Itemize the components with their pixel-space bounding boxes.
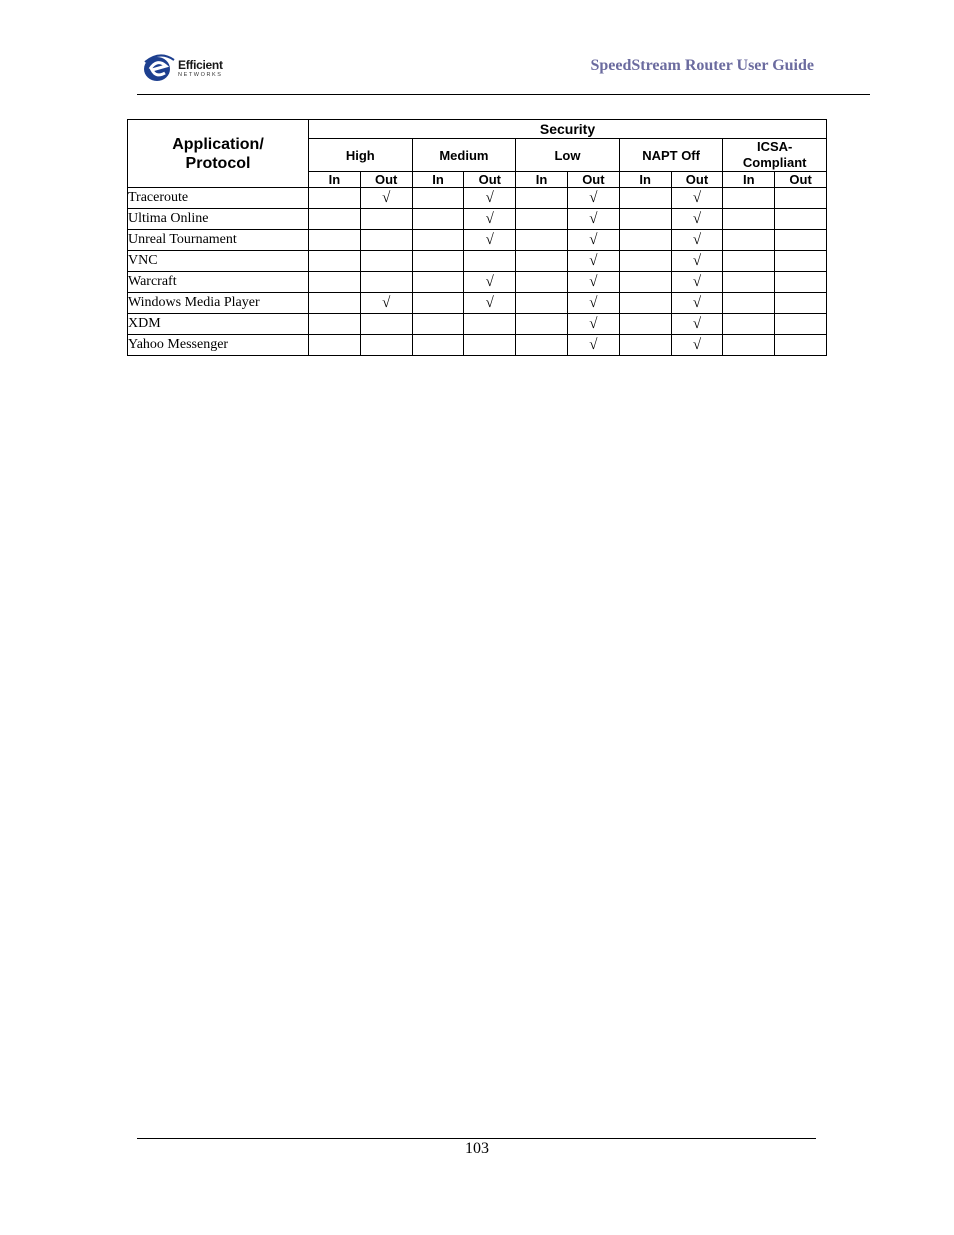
table-row bbox=[128, 272, 827, 293]
empty-cell bbox=[775, 251, 827, 272]
empty-cell bbox=[775, 314, 827, 335]
page-number: 103 bbox=[465, 1140, 489, 1157]
application-name: Warcraft bbox=[128, 272, 309, 293]
check-mark-cell: √ bbox=[671, 230, 723, 251]
empty-cell bbox=[775, 188, 827, 209]
empty-cell bbox=[516, 230, 568, 251]
empty-cell bbox=[360, 251, 412, 272]
check-mark-cell: √ bbox=[671, 188, 723, 209]
check-mark-cell: √ bbox=[464, 230, 516, 251]
empty-cell bbox=[775, 293, 827, 314]
check-mark-cell: √ bbox=[464, 209, 516, 230]
empty-cell bbox=[775, 335, 827, 356]
guide-title: SpeedStream Router User Guide bbox=[590, 57, 814, 74]
empty-cell bbox=[412, 230, 464, 251]
empty-cell bbox=[412, 314, 464, 335]
empty-cell bbox=[619, 188, 671, 209]
level-low-header: Low bbox=[516, 139, 620, 172]
efficient-e-logo-icon bbox=[142, 52, 176, 84]
table-row bbox=[128, 230, 827, 251]
empty-cell bbox=[619, 251, 671, 272]
empty-cell bbox=[775, 230, 827, 251]
security-table-body bbox=[128, 188, 827, 356]
empty-cell bbox=[516, 209, 568, 230]
application-name: XDM bbox=[128, 314, 309, 335]
application-name: VNC bbox=[128, 251, 309, 272]
application-name: Ultima Online bbox=[128, 209, 309, 230]
empty-cell bbox=[360, 230, 412, 251]
check-mark-cell: √ bbox=[464, 293, 516, 314]
table-row bbox=[128, 335, 827, 356]
empty-cell bbox=[360, 335, 412, 356]
empty-cell bbox=[723, 272, 775, 293]
empty-cell bbox=[723, 335, 775, 356]
logo-wordmark: Efficient bbox=[178, 58, 223, 72]
check-mark-cell: √ bbox=[464, 188, 516, 209]
empty-cell bbox=[412, 272, 464, 293]
empty-cell bbox=[309, 251, 361, 272]
application-name: Unreal Tournament bbox=[128, 230, 309, 251]
check-mark-cell: √ bbox=[671, 293, 723, 314]
in-column-header: In bbox=[619, 172, 671, 188]
empty-cell bbox=[412, 251, 464, 272]
empty-cell bbox=[723, 230, 775, 251]
check-mark-cell: √ bbox=[671, 335, 723, 356]
out-column-header: Out bbox=[671, 172, 723, 188]
empty-cell bbox=[619, 209, 671, 230]
empty-cell bbox=[723, 188, 775, 209]
in-column-header: In bbox=[516, 172, 568, 188]
check-mark-cell: √ bbox=[567, 251, 619, 272]
empty-cell bbox=[775, 272, 827, 293]
out-column-header: Out bbox=[775, 172, 827, 188]
empty-cell bbox=[723, 314, 775, 335]
check-mark-cell: √ bbox=[567, 230, 619, 251]
check-mark-cell: √ bbox=[567, 272, 619, 293]
table-row bbox=[128, 293, 827, 314]
empty-cell bbox=[412, 335, 464, 356]
check-mark-cell: √ bbox=[567, 293, 619, 314]
empty-cell bbox=[464, 314, 516, 335]
application-name: Traceroute bbox=[128, 188, 309, 209]
table-row bbox=[128, 314, 827, 335]
check-mark-cell: √ bbox=[567, 314, 619, 335]
empty-cell bbox=[516, 188, 568, 209]
check-mark-cell: √ bbox=[360, 293, 412, 314]
empty-cell bbox=[464, 251, 516, 272]
check-mark-cell: √ bbox=[671, 209, 723, 230]
efficient-networks-logo bbox=[142, 52, 252, 84]
empty-cell bbox=[516, 293, 568, 314]
empty-cell bbox=[723, 209, 775, 230]
out-column-header: Out bbox=[360, 172, 412, 188]
check-mark-cell: √ bbox=[671, 314, 723, 335]
in-column-header: In bbox=[412, 172, 464, 188]
empty-cell bbox=[309, 314, 361, 335]
empty-cell bbox=[360, 314, 412, 335]
empty-cell bbox=[309, 335, 361, 356]
table-row bbox=[128, 209, 827, 230]
table-row bbox=[128, 188, 827, 209]
empty-cell bbox=[412, 209, 464, 230]
empty-cell bbox=[464, 335, 516, 356]
application-name: Windows Media Player bbox=[128, 293, 309, 314]
empty-cell bbox=[309, 209, 361, 230]
check-mark-cell: √ bbox=[567, 209, 619, 230]
check-mark-cell: √ bbox=[360, 188, 412, 209]
check-mark-cell: √ bbox=[671, 272, 723, 293]
footer-rule bbox=[137, 1138, 816, 1139]
check-mark-cell: √ bbox=[671, 251, 723, 272]
empty-cell bbox=[309, 293, 361, 314]
empty-cell bbox=[309, 272, 361, 293]
empty-cell bbox=[775, 209, 827, 230]
out-column-header: Out bbox=[567, 172, 619, 188]
check-mark-cell: √ bbox=[464, 272, 516, 293]
level-high-header: High bbox=[309, 139, 413, 172]
empty-cell bbox=[309, 188, 361, 209]
table-row bbox=[128, 251, 827, 272]
level-medium-header: Medium bbox=[412, 139, 516, 172]
check-mark-cell: √ bbox=[567, 335, 619, 356]
out-column-header: Out bbox=[464, 172, 516, 188]
icsa-line2: Compliant bbox=[742, 155, 807, 170]
empty-cell bbox=[360, 272, 412, 293]
icsa-line1: ICSA- bbox=[756, 139, 793, 154]
empty-cell bbox=[412, 293, 464, 314]
app-header-line1: Application/ bbox=[172, 135, 264, 153]
empty-cell bbox=[516, 251, 568, 272]
security-header: Security bbox=[309, 120, 827, 139]
application-name: Yahoo Messenger bbox=[128, 335, 309, 356]
logo-subtitle: NETWORKS bbox=[178, 72, 223, 78]
empty-cell bbox=[619, 272, 671, 293]
check-mark-cell: √ bbox=[567, 188, 619, 209]
header-rule bbox=[137, 94, 870, 95]
empty-cell bbox=[723, 293, 775, 314]
empty-cell bbox=[360, 209, 412, 230]
empty-cell bbox=[619, 314, 671, 335]
empty-cell bbox=[619, 335, 671, 356]
empty-cell bbox=[412, 188, 464, 209]
empty-cell bbox=[309, 230, 361, 251]
level-napt-off-header: NAPT Off bbox=[619, 139, 723, 172]
security-table bbox=[127, 119, 827, 356]
empty-cell bbox=[619, 293, 671, 314]
empty-cell bbox=[516, 335, 568, 356]
empty-cell bbox=[516, 314, 568, 335]
in-column-header: In bbox=[309, 172, 361, 188]
in-column-header: In bbox=[723, 172, 775, 188]
app-header-line2: Protocol bbox=[185, 154, 251, 172]
application-protocol-header bbox=[128, 120, 309, 188]
empty-cell bbox=[723, 251, 775, 272]
level-icsa-compliant-header bbox=[723, 139, 827, 172]
empty-cell bbox=[516, 272, 568, 293]
empty-cell bbox=[619, 230, 671, 251]
